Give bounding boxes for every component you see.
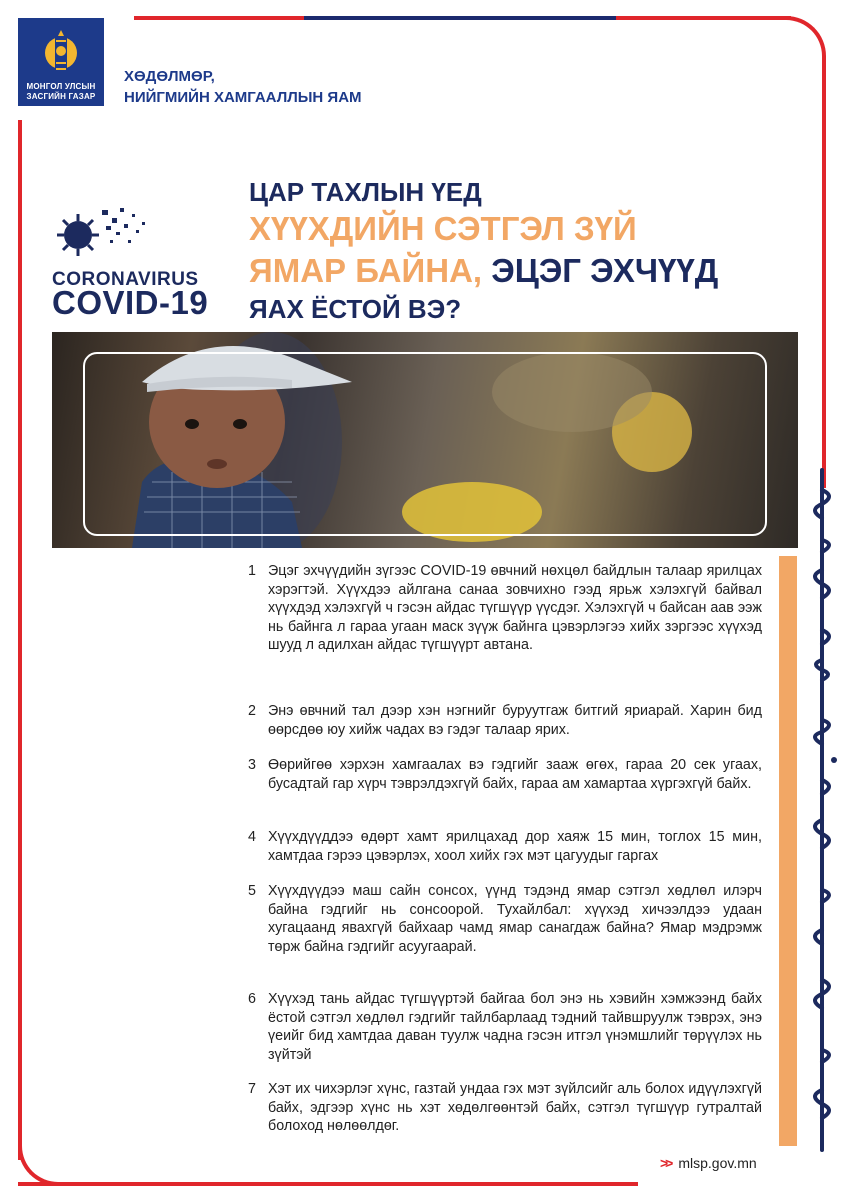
list-item-number: 3 xyxy=(248,757,256,773)
title-line4: ЯАХ ЁСТОЙ ВЭ? xyxy=(249,294,462,324)
virus-graphic-icon xyxy=(50,200,150,270)
list-item-text: Хүүхдүүддээ өдөрт хамт ярилцахад дор хаяж 15 мин, тоглох 15 мин, хамтдаа гэрээ цэвэрлэх, хоол хийх гэх мэт цагуудыг гаргах xyxy=(268,829,762,864)
government-logo xyxy=(18,18,104,106)
advice-list xyxy=(248,562,762,1136)
list-item-text: Энэ өвчний тал дээр хэн нэгнийг буруутгаж битгий яриарай. Харин бид өөрсдөө юу хийж чадах вэ гэдэг талаар ярих. xyxy=(268,703,762,738)
frame-line-bottom xyxy=(18,1182,638,1186)
side-band xyxy=(779,556,797,1146)
list-item-number: 4 xyxy=(248,829,256,845)
coronavirus-label: CORONAVIRUS xyxy=(52,269,199,290)
vertical-script-decoration xyxy=(800,460,845,1160)
logo-text-line2: ЗАСГИЙН ГАЗАР xyxy=(26,92,96,101)
frame-line-top-red xyxy=(134,16,304,20)
ministry-name xyxy=(124,66,362,108)
title-line2: ХҮҮХДИЙН СЭТГЭЛ ЗҮЙ xyxy=(249,210,637,247)
child-photo xyxy=(52,332,798,548)
list-item xyxy=(248,1080,762,1136)
ministry-name-line2: НИЙГМИЙН ХАМГААЛЛЫН ЯАМ xyxy=(124,89,362,106)
list-item xyxy=(248,702,762,756)
frame-line-left xyxy=(18,120,22,1160)
soyombo-emblem-icon xyxy=(44,26,78,80)
list-item-text: Эцэг эхчүүдийн зүгээс COVID-19 өвчний нөхцөл байдлын талаар ярилцах хэрэгтэй. Хүүхдээ айлгана санаа зовчихно гээд ярьж хэлэхгүй байвал хүүхдэд хэлэхгүй ч гэсэн айдас түгшүүр үүсдэг. Хэлэхгүй ч байсан аав ээж нь байнга л гараа угаан маск зүүж байнга цэвэрлэгээ хийх зэргээс хүүхэд шууд л адилхан айдас түгшүүрт автана. xyxy=(268,563,762,653)
list-item xyxy=(248,990,762,1080)
title-line3-orange: ЯМАР БАЙНА, xyxy=(249,252,483,289)
list-item xyxy=(248,756,762,828)
list-item xyxy=(248,562,762,702)
list-item-number: 7 xyxy=(248,1081,256,1097)
page-title xyxy=(249,176,718,326)
list-item xyxy=(248,828,762,882)
list-item-number: 5 xyxy=(248,883,256,899)
title-line1: ЦАР ТАХЛЫН ҮЕД xyxy=(249,177,482,207)
frame-line-right xyxy=(822,78,826,488)
photo-frame xyxy=(83,352,767,536)
title-line3 xyxy=(249,250,718,292)
list-item-text: Хүүхэд тань айдас түгшүүртэй байгаа бол энэ нь хэвийн хэмжээнд байх ёстой сэтгэл хөдлөл гэдгийг тайлбарлаад тэдний тайвшруулж тэврэх, энэ үеийг бид хамтдаа даван туулж чадна гэсэн итгэл үнэмшлийг төрүүлэх нь зүйтэй xyxy=(268,991,762,1063)
ministry-name-line1: ХӨДӨЛМӨР, xyxy=(124,68,215,85)
list-item-number: 6 xyxy=(248,991,256,1007)
list-item-text: Хүүхдүүдээ маш сайн сонсох, үүнд тэдэнд ямар сэтгэл хөдлөл илэрч байна гэдгийг нь сонсоорой. Тухайлбал: хүүхэд хичээлдээ удаан хугацаанд явахгүй байхаар чамд ямар санагдаж байна? Ямар мэдрэмж төрж байна гэдгийг асуугаарай. xyxy=(268,883,762,955)
list-item-number: 1 xyxy=(248,563,256,579)
frame-corner-top-right xyxy=(760,16,826,82)
list-item xyxy=(248,882,762,990)
website-url: mlsp.gov.mn xyxy=(678,1155,757,1171)
double-chevron-icon: >> xyxy=(660,1155,671,1171)
list-item-number: 2 xyxy=(248,703,256,719)
title-line3-blue: ЭЦЭГ ЭХЧҮҮД xyxy=(491,252,719,289)
logo-text-line1: МОНГОЛ УЛСЫН xyxy=(26,82,96,91)
covid19-label: COVID-19 xyxy=(52,284,209,321)
list-item-text: Өөрийгөө хэрхэн хамгаалах вэ гэдгийг зааж өгөх, гараа 20 сек угаах, бусадтай гар хүрч тэврэлдэхгүй байх, гараа ам хамартаа хүргэхгүй байх. xyxy=(268,757,762,792)
frame-corner-bottom-left xyxy=(18,1130,74,1186)
website-link[interactable] xyxy=(660,1155,757,1171)
list-item-text: Хэт их чихэрлэг хүнс, газтай ундаа гэх мэт зүйлсийг аль болох идүүлэхгүй байх, эдгээр хүнс нь хэт хөдөлгөөнтэй байх, сэтгэл түгшүүр гутралтай болоход нөлөөлдөг. xyxy=(268,1081,762,1134)
frame-line-top-blue xyxy=(304,16,616,20)
